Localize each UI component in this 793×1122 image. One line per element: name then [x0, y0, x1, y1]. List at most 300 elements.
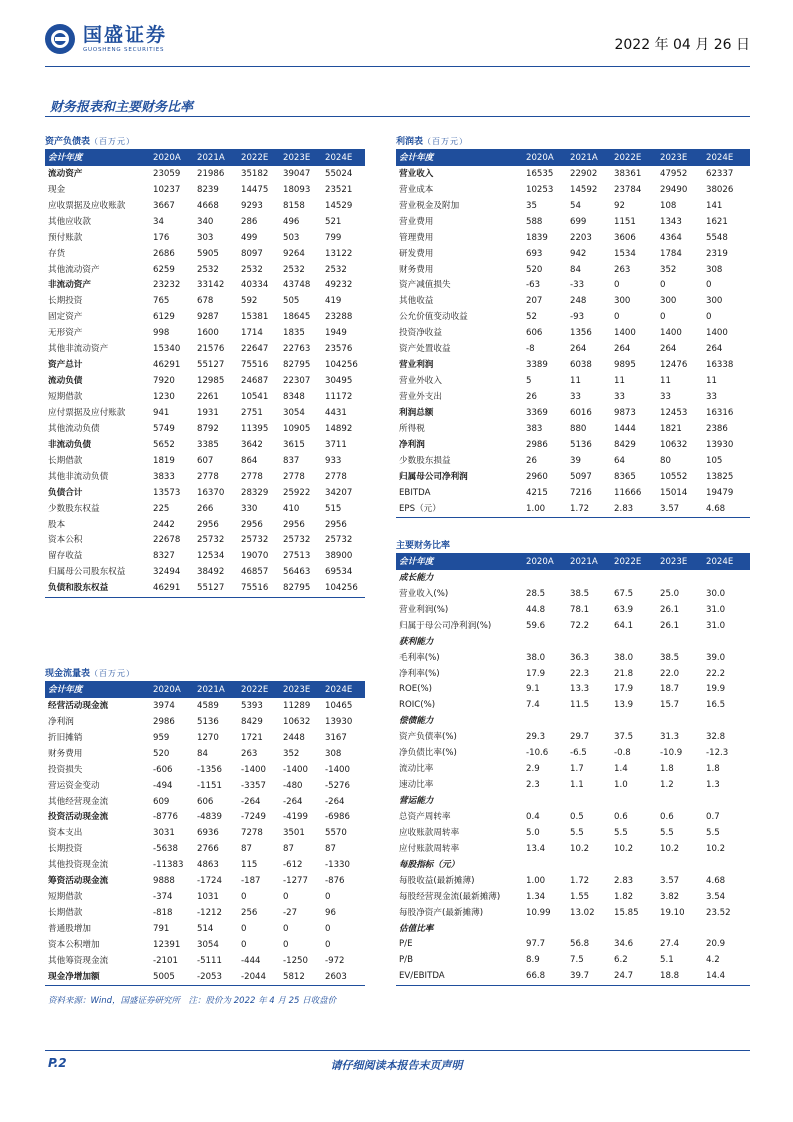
- table-cell: 40334: [241, 280, 269, 291]
- table-cell: -374: [153, 892, 173, 903]
- row-label: 净利润: [399, 439, 425, 450]
- table-cell: 5393: [241, 700, 263, 711]
- table-row: [396, 698, 750, 714]
- table-cell: 11: [660, 376, 671, 387]
- table-cell: 520: [526, 264, 543, 275]
- table-row: [45, 953, 365, 969]
- row-label: EBITDA: [399, 487, 431, 498]
- row-label: 营业税金及附加: [399, 200, 460, 211]
- table-cell: 22902: [570, 168, 598, 179]
- table-cell: 2751: [241, 407, 263, 418]
- income-statement-table: [396, 135, 750, 518]
- table-cell: 12453: [660, 407, 688, 418]
- table-cell: 1400: [614, 328, 636, 339]
- table-cell: 2.83: [614, 875, 634, 886]
- table-row: [396, 953, 750, 969]
- table-cell: 55127: [195, 581, 239, 597]
- table-cell: -6986: [325, 812, 350, 823]
- table-cell: 82795: [281, 581, 323, 597]
- row-label: 资产总计: [48, 360, 83, 371]
- table-cell: 2603: [323, 969, 365, 985]
- row-label: 投资活动现金流: [48, 812, 109, 823]
- table-cell: 56.8: [570, 939, 590, 950]
- table-cell: [704, 714, 750, 730]
- table-cell: 31.3: [660, 732, 680, 743]
- table-row: [396, 634, 750, 650]
- table-cell: -264: [325, 796, 345, 807]
- table-cell: 2024E: [323, 683, 365, 699]
- table-cell: 942: [570, 248, 587, 259]
- row-label: 财务费用: [399, 264, 434, 275]
- table-row: [396, 358, 750, 374]
- table-cell: 2021A: [195, 683, 239, 699]
- table-cell: 5570: [325, 828, 347, 839]
- row-label: 估值比率: [399, 923, 434, 934]
- table-cell: 5.5: [660, 827, 674, 838]
- table-cell: -187: [241, 876, 261, 887]
- table-cell: [568, 634, 612, 650]
- table-cell: 31.0: [706, 604, 726, 615]
- table-cell: 3369: [526, 407, 548, 418]
- row-label: 营业费用: [399, 216, 434, 227]
- table-cell: 3054: [197, 939, 219, 950]
- table-cell: 38900: [325, 551, 353, 562]
- table-cell: -1400: [325, 764, 350, 775]
- table-cell: 2766: [197, 844, 219, 855]
- table-cell: 4863: [197, 860, 219, 871]
- table-cell: -444: [241, 955, 261, 966]
- table-row: [396, 469, 750, 485]
- table-cell: 12476: [660, 360, 688, 371]
- table-cell: 1270: [197, 732, 219, 743]
- row-label: 公允价值变动收益: [399, 312, 468, 323]
- table-cell: 10552: [660, 471, 688, 482]
- table-cell: 1230: [153, 392, 175, 403]
- row-label: EPS（元）: [396, 501, 524, 517]
- table-row: [45, 326, 365, 342]
- table-cell: 263: [241, 748, 258, 759]
- table-cell: -612: [283, 860, 303, 871]
- table-cell: 2022E: [612, 151, 658, 167]
- table-cell: 8097: [241, 248, 263, 259]
- table-cell: 10.2: [570, 843, 590, 854]
- table-cell: 499: [241, 232, 258, 243]
- table-cell: 2023E: [658, 555, 704, 571]
- table-cell: 46291: [151, 581, 195, 597]
- table-cell: 0.5: [570, 811, 584, 822]
- table-cell: 23521: [325, 184, 353, 195]
- section-title: 财务报表和主要财务比率: [50, 100, 194, 115]
- table-cell: 28.5: [526, 588, 546, 599]
- table-cell: 108: [660, 200, 677, 211]
- table-cell: 47952: [660, 168, 688, 179]
- row-label: 归属母公司净利润: [399, 471, 468, 482]
- table-header-row: [396, 151, 750, 167]
- table-row: [45, 698, 365, 714]
- row-label: P/E: [399, 939, 413, 950]
- table-cell: 15.85: [614, 907, 639, 918]
- row-label: 无形资产: [48, 328, 83, 339]
- table-cell: 286: [241, 216, 258, 227]
- row-label: 少数股东损益: [399, 455, 451, 466]
- logo-icon: [45, 24, 75, 54]
- table-cell: 75516: [241, 360, 269, 371]
- table-header-row: [396, 555, 750, 571]
- table-cell: 105: [706, 455, 723, 466]
- table-row: [45, 810, 365, 826]
- table-cell: [568, 714, 612, 730]
- table-row: [45, 294, 365, 310]
- table-cell: -818: [153, 908, 173, 919]
- table-row: [396, 666, 750, 682]
- table-cell: 24687: [241, 376, 269, 387]
- table-cell: -12.3: [706, 748, 729, 759]
- table-cell: 678: [197, 296, 214, 307]
- table-row: [396, 794, 750, 810]
- table-cell: 6.2: [614, 955, 628, 966]
- table-row: [45, 730, 365, 746]
- table-cell: 3.54: [706, 891, 726, 902]
- table-cell: [568, 794, 612, 810]
- table-row: [45, 469, 365, 485]
- row-label: 预付账款: [48, 232, 83, 243]
- table-cell: 15381: [241, 312, 269, 323]
- table-cell: 25732: [241, 535, 269, 546]
- table-cell: 13825: [706, 471, 734, 482]
- table-cell: 3974: [153, 700, 175, 711]
- table-cell: 5905: [197, 248, 219, 259]
- table-row: [396, 825, 750, 841]
- table-cell: 1819: [153, 455, 175, 466]
- table-cell: 11289: [283, 700, 311, 711]
- table-cell: 515: [325, 503, 342, 514]
- table-cell: 21986: [197, 168, 225, 179]
- row-label: 会计年度: [396, 555, 524, 571]
- row-label: 净负债比率(%): [399, 748, 457, 759]
- table-row: [396, 650, 750, 666]
- row-label: P/B: [399, 955, 413, 966]
- row-label: 净利润: [48, 716, 74, 727]
- table-cell: 9888: [153, 876, 175, 887]
- table-cell: -10.6: [526, 748, 549, 759]
- table-cell: 521: [325, 216, 342, 227]
- row-label: 长期借款: [48, 455, 83, 466]
- table-cell: 33: [660, 392, 671, 403]
- table-cell: 8429: [241, 716, 263, 727]
- table-cell: 1621: [706, 216, 728, 227]
- table-row: [396, 857, 750, 873]
- table-cell: -1151: [197, 780, 222, 791]
- table-cell: 3167: [325, 732, 347, 743]
- table-row: [396, 485, 750, 501]
- row-label: 流动资产: [48, 168, 83, 179]
- table-cell: -606: [153, 764, 173, 775]
- table-cell: 2024E: [704, 555, 750, 571]
- table-cell: -494: [153, 780, 173, 791]
- table-cell: 25732: [197, 535, 225, 546]
- header-divider: [45, 66, 750, 67]
- table-cell: 2960: [526, 471, 548, 482]
- table-cell: -5638: [153, 844, 178, 855]
- table-cell: 23288: [325, 312, 353, 323]
- row-label: 营业成本: [399, 184, 434, 195]
- table-cell: 11395: [241, 423, 269, 434]
- table-cell: 0: [283, 924, 289, 935]
- table-row: [396, 390, 750, 406]
- table-row: [45, 906, 365, 922]
- table-row: [396, 342, 750, 358]
- table-row: [396, 246, 750, 262]
- table-row: [396, 746, 750, 762]
- table-cell: 49232: [325, 280, 353, 291]
- table-cell: 300: [706, 296, 723, 307]
- table-cell: 66.8: [524, 969, 568, 985]
- table-row: [396, 586, 750, 602]
- table-cell: 8327: [153, 551, 175, 562]
- table-cell: 410: [283, 503, 300, 514]
- table-cell: 10905: [283, 423, 311, 434]
- table-cell: 2020A: [151, 683, 195, 699]
- table-cell: 11172: [325, 392, 353, 403]
- section-divider: [45, 116, 750, 117]
- row-label: 短期借款: [48, 892, 83, 903]
- table-cell: 13.3: [570, 684, 590, 695]
- table-row: [396, 921, 750, 937]
- table-cell: 44.8: [526, 604, 546, 615]
- table-cell: -5276: [325, 780, 350, 791]
- table-cell: 67.5: [614, 588, 634, 599]
- table-cell: 13.4: [526, 843, 546, 854]
- table-cell: 2024E: [704, 151, 750, 167]
- table-cell: 97.7: [526, 939, 546, 950]
- table-cell: [612, 634, 658, 650]
- table-row: [45, 198, 365, 214]
- row-label: 折旧摊销: [48, 732, 83, 743]
- table-cell: 503: [283, 232, 300, 243]
- table-cell: -1724: [197, 876, 222, 887]
- row-label: EV/EBITDA: [396, 969, 524, 985]
- table-cell: -1400: [283, 764, 308, 775]
- table-cell: 10.2: [660, 843, 680, 854]
- table-cell: 63.9: [614, 604, 634, 615]
- table-cell: 21576: [197, 344, 225, 355]
- table-cell: 0: [283, 892, 289, 903]
- table-row: [396, 214, 750, 230]
- table-row: [45, 938, 365, 954]
- table-cell: 6129: [153, 312, 175, 323]
- table-cell: 16535: [526, 168, 554, 179]
- table-cell: 12534: [197, 551, 225, 562]
- table-cell: 25922: [283, 487, 311, 498]
- table-row: [396, 421, 750, 437]
- table-cell: 1400: [706, 328, 728, 339]
- table-cell: 2986: [526, 439, 548, 450]
- row-label: 长期投资: [48, 844, 83, 855]
- table-cell: 2448: [283, 732, 305, 743]
- table-cell: 16370: [197, 487, 225, 498]
- table-cell: [704, 857, 750, 873]
- row-label: 会计年度: [45, 151, 151, 167]
- table-cell: 32.8: [706, 732, 726, 743]
- table-cell: 38492: [197, 567, 225, 578]
- table-cell: 33: [614, 392, 625, 403]
- table-cell: 13.02: [570, 907, 595, 918]
- row-label: 应付票据及应付账款: [48, 407, 126, 418]
- row-label: 投资损失: [48, 764, 83, 775]
- row-label: 营业利润: [399, 360, 434, 371]
- table-cell: 23576: [325, 344, 353, 355]
- table-cell: 300: [660, 296, 677, 307]
- table-cell: 2.83: [612, 501, 658, 517]
- table-cell: 2532: [325, 264, 347, 275]
- table-cell: 1400: [660, 328, 682, 339]
- table-cell: 520: [153, 748, 170, 759]
- table-cell: 606: [526, 328, 543, 339]
- table-cell: 20.9: [706, 939, 726, 950]
- table-cell: 2023E: [658, 151, 704, 167]
- table-cell: 264: [614, 344, 631, 355]
- table-cell: 19.10: [660, 907, 685, 918]
- table-cell: -972: [325, 955, 345, 966]
- table-cell: 3.57: [660, 875, 680, 886]
- row-label: 资产减值损失: [399, 280, 451, 291]
- table-cell: 6016: [570, 407, 592, 418]
- table-cell: 1.8: [660, 764, 674, 775]
- table-cell: -4839: [197, 812, 222, 823]
- table-cell: [612, 794, 658, 810]
- table-cell: 4431: [325, 407, 347, 418]
- table-cell: -0.8: [614, 748, 631, 759]
- row-label: 管理费用: [399, 232, 434, 243]
- table-cell: 52: [526, 312, 537, 323]
- table-cell: [568, 921, 612, 937]
- table-cell: 1343: [660, 216, 682, 227]
- row-label: 营业收入: [399, 168, 434, 179]
- table-cell: 2956: [197, 519, 219, 530]
- table-cell: 0: [706, 312, 712, 323]
- table-cell: 1821: [660, 423, 682, 434]
- table-cell: [524, 794, 568, 810]
- row-label: 其他应收款: [48, 216, 91, 227]
- table-cell: 2778: [197, 471, 219, 482]
- table-cell: 8348: [283, 392, 305, 403]
- table-cell: 8158: [283, 200, 305, 211]
- table-row: [396, 182, 750, 198]
- table-cell: 23.52: [706, 907, 731, 918]
- table-cell: 207: [526, 296, 543, 307]
- table-cell: [568, 857, 612, 873]
- table-cell: 14.4: [704, 969, 750, 985]
- row-label: 毛利率(%): [399, 652, 440, 663]
- table-cell: [524, 714, 568, 730]
- table-row: [45, 166, 365, 182]
- table-cell: 30495: [325, 376, 353, 387]
- table-cell: [612, 857, 658, 873]
- table-cell: 14475: [241, 184, 269, 195]
- table-cell: 3054: [283, 407, 305, 418]
- table-cell: 2021A: [195, 151, 239, 167]
- table-row: [396, 374, 750, 390]
- table-cell: 36.3: [570, 652, 590, 663]
- table-cell: 43748: [283, 280, 311, 291]
- table-cell: 10237: [153, 184, 181, 195]
- table-cell: 2.9: [526, 764, 540, 775]
- table-cell: 11666: [614, 487, 642, 498]
- table-cell: 22678: [153, 535, 181, 546]
- table-cell: 18.7: [660, 684, 680, 695]
- table-row: [45, 794, 365, 810]
- table-cell: 39.7: [568, 969, 612, 985]
- table-cell: 24.7: [612, 969, 658, 985]
- table-row: [45, 421, 365, 437]
- table-cell: 13930: [706, 439, 734, 450]
- table-cell: 33: [706, 392, 717, 403]
- table-cell: 10541: [241, 392, 269, 403]
- company-logo: [45, 22, 167, 56]
- table-cell: 56463: [283, 567, 311, 578]
- table-cell: 264: [706, 344, 723, 355]
- table-cell: 35: [526, 200, 537, 211]
- table-cell: 0: [614, 280, 620, 291]
- table-cell: 941: [153, 407, 170, 418]
- table-cell: 2386: [706, 423, 728, 434]
- table-cell: [658, 921, 704, 937]
- table-row: [45, 310, 365, 326]
- table-cell: 1.0: [614, 780, 628, 791]
- table-row: [396, 841, 750, 857]
- row-label: 投资净收益: [399, 328, 442, 339]
- logo-name-en: GUOSHENG SECURITIES: [83, 47, 165, 53]
- table-cell: 693: [526, 248, 543, 259]
- row-label: 归属母公司股东权益: [48, 567, 126, 578]
- table-cell: 864: [241, 455, 258, 466]
- table-cell: 11: [570, 376, 581, 387]
- table-cell: -264: [241, 796, 261, 807]
- table-cell: -264: [283, 796, 303, 807]
- table-cell: 33142: [197, 280, 225, 291]
- table-cell: 1.00: [524, 501, 568, 517]
- table-cell: 84: [570, 264, 581, 275]
- table-row: [45, 581, 365, 597]
- table-cell: 34: [153, 216, 164, 227]
- table-cell: 2956: [283, 519, 305, 530]
- table-cell: 0.4: [526, 811, 540, 822]
- table-cell: 27513: [283, 551, 311, 562]
- table-cell: 22.3: [570, 668, 590, 679]
- table-cell: 303: [197, 232, 214, 243]
- table-cell: 38.0: [614, 652, 634, 663]
- table-cell: 14592: [570, 184, 598, 195]
- table-cell: 22.2: [706, 668, 726, 679]
- table-row: [45, 182, 365, 198]
- table-row: [396, 198, 750, 214]
- table-cell: 1.72: [570, 875, 590, 886]
- table-cell: 7.5: [570, 955, 584, 966]
- table-cell: 308: [706, 264, 723, 275]
- table-cell: 2442: [153, 519, 175, 530]
- table-cell: 5.0: [526, 827, 540, 838]
- table-cell: 266: [197, 503, 214, 514]
- table-cell: 87: [325, 844, 336, 855]
- row-label: 资本支出: [48, 828, 83, 839]
- table-cell: [524, 634, 568, 650]
- table-cell: 3.57: [658, 501, 704, 517]
- table-cell: 18.8: [658, 969, 704, 985]
- table-cell: 23232: [153, 280, 181, 291]
- table-cell: [658, 714, 704, 730]
- table-cell: 27.4: [660, 939, 680, 950]
- table-cell: 1.3: [706, 780, 720, 791]
